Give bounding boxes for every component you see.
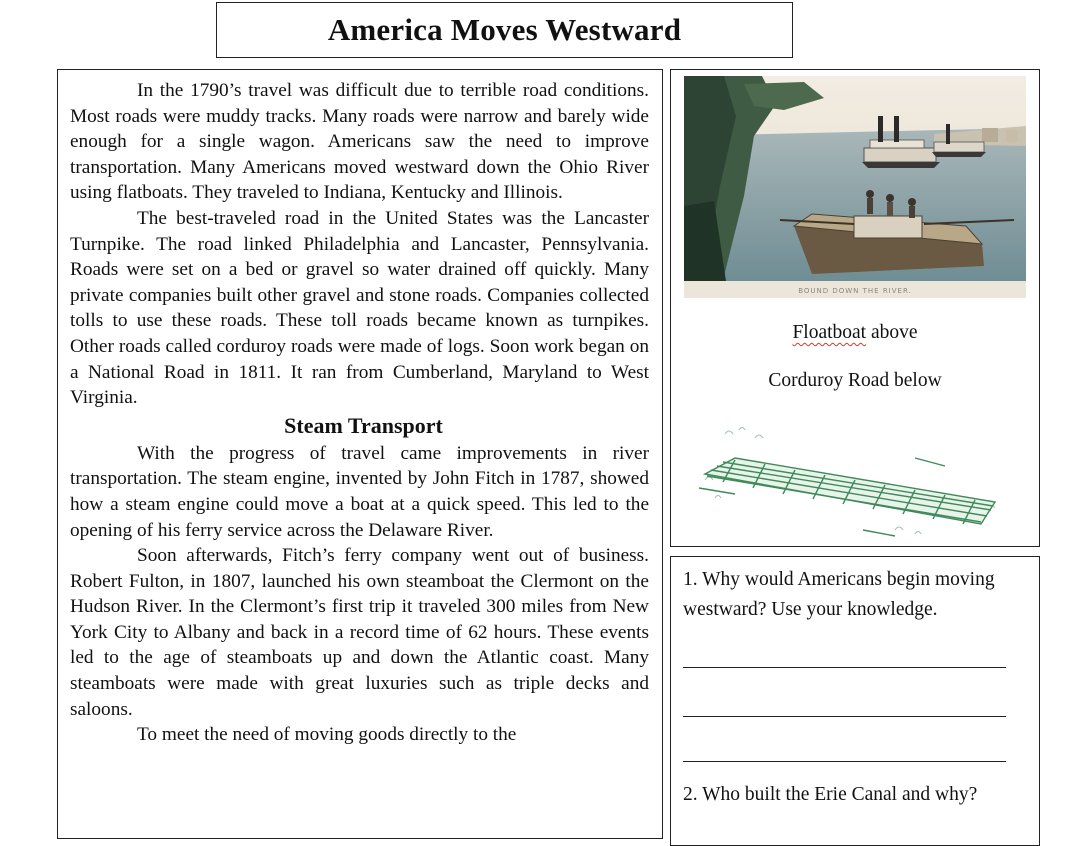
caption-rest: above: [866, 322, 918, 343]
question-2: 2. Who built the Erie Canal and why?: [683, 784, 978, 805]
flatboat-painting: [684, 76, 1026, 298]
section-heading: Steam Transport: [284, 412, 443, 438]
corduroy-road-illustration: [695, 420, 1013, 544]
caption-word: Floatboat: [792, 322, 867, 343]
paragraph: Soon afterwards, Fitch’s ferry company went out of business. Robert Fulton, in 1807, launched his own steamboat the Clermont on the Hudson River. In the Clermont’s first trip it traveled 300 miles from New York City to Albany and back in a record time of 62 hours. These events led to the age of steamboats up and down the Atlantic coast. Many steamboats were made with great luxuries such as triple decks and saloons.: [70, 545, 649, 720]
question-1: 1. Why would Americans begin moving westward? Use your knowledge.: [683, 569, 995, 620]
caption-floatboat: [671, 322, 1039, 344]
page-title: America Moves Westward: [327, 12, 682, 47]
main-text-column: [57, 69, 663, 839]
paragraph: To meet the need of moving goods directly to the: [137, 724, 517, 746]
painting-title: BOUND DOWN THE RIVER.: [798, 287, 912, 295]
title-box: [216, 2, 793, 58]
answer-line[interactable]: [683, 761, 1006, 762]
caption-corduroy: Corduroy Road below: [768, 370, 942, 391]
paragraph: In the 1790’s travel was difficult due to terrible road conditions. Most roads were muddy tracks. Many roads were narrow and barely wide enough for a single wagon. Americans saw the need to improve transportation. Many Americans moved westward down the Ohio River using flatboats. They traveled to Indiana, Kentucky and Illinois.: [70, 80, 649, 204]
image-panel: [670, 69, 1040, 547]
paragraph: The best-traveled road in the United States was the Lancaster Turnpike. The road linked Philadelphia and Lancaster, Pennsylvania. Roads were set on a bed or gravel so water drained off quickly. Many private companies built other gravel and stone roads. Companies collected tolls to use these roads. These toll roads became known as turnpikes. Other roads called corduroy roads were made of logs. Soon work began on a National Road in 1811. It ran from Cumberland, Maryland to West Virginia.: [70, 207, 649, 409]
log-road: [699, 458, 995, 536]
question-panel: [670, 556, 1040, 846]
paragraph: With the progress of travel came improvements in river transportation. The steam engine, invented by John Fitch in 1787, showed how a steam engine could move a boat at a quick speed. This led to the opening of his ferry service across the Delaware River.: [70, 442, 649, 541]
